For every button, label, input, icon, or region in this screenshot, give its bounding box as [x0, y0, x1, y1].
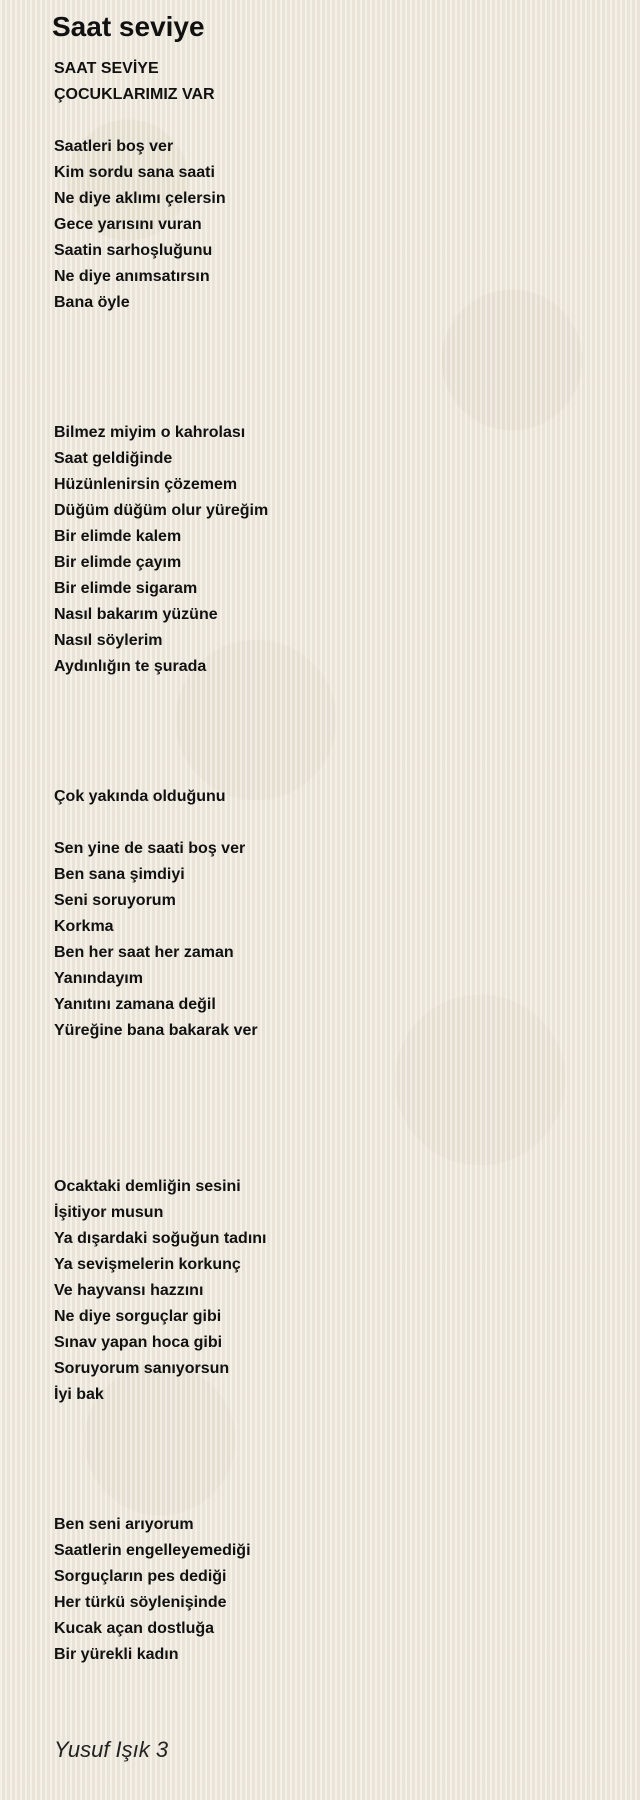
poem-line: Bir elimde kalem [54, 528, 182, 545]
poem-line: Gece yarısını vuran [54, 216, 202, 233]
page-title: Saat seviye [52, 11, 205, 42]
stanza-break [54, 1408, 612, 1434]
poem-line: Hüzünlenirsin çözemem [54, 476, 238, 493]
poem-line: Ne diye anımsatırsın [54, 268, 210, 285]
poem-line: Ve hayvansı hazzını [54, 1282, 204, 1299]
stanza-break [54, 108, 612, 134]
poem-line: Nasıl bakarım yüzüne [54, 606, 218, 623]
poem-line: Bir elimde sigaram [54, 580, 198, 597]
poem-line: Bana öyle [54, 294, 130, 311]
stanza-break [54, 394, 612, 420]
stanza-break [54, 1486, 612, 1512]
poem-line: Yanıtını zamana değil [54, 996, 216, 1013]
poem-line: Bir yürekli kadın [54, 1646, 179, 1663]
poem-line: Kim sordu sana saati [54, 164, 215, 181]
poem-line: Bilmez miyim o kahrolası [54, 424, 246, 441]
poem-line: Korkma [54, 918, 114, 935]
stanza-break [54, 1070, 612, 1096]
poem-line: Ne diye aklımı çelersin [54, 190, 226, 207]
stanza-break [54, 1044, 612, 1070]
poem-line: Her türkü söylenişinde [54, 1594, 227, 1611]
stanza-break [54, 706, 612, 732]
stanza-break [54, 732, 612, 758]
stanza-break [54, 368, 612, 394]
poem-line: Seni soruyorum [54, 892, 176, 909]
poem-line: Saatin sarhoşluğunu [54, 242, 213, 259]
poem-line: Ne diye sorguçlar gibi [54, 1308, 222, 1325]
poem-line: İyi bak [54, 1386, 104, 1403]
stanza-break [54, 1096, 612, 1122]
stanza-break [54, 680, 612, 706]
poem-line: İşitiyor musun [54, 1204, 164, 1221]
poem-line: Düğüm düğüm olur yüreğim [54, 502, 269, 519]
stanza-break [54, 342, 612, 368]
poem-line: Ben her saat her zaman [54, 944, 234, 961]
stanza-break [54, 758, 612, 784]
poem-line: Ya dışardaki soğuğun tadını [54, 1230, 267, 1247]
poem-line: Sınav yapan hoca gibi [54, 1334, 223, 1351]
poem-line: Bir elimde çayım [54, 554, 182, 571]
poem-line: Nasıl söylerim [54, 632, 163, 649]
author-name[interactable]: Yusuf Işık 3 [54, 1737, 169, 1762]
poem-line: Kucak açan dostluğa [54, 1620, 215, 1637]
poem-line: Saatleri boş ver [54, 138, 174, 155]
poem-line: Yanındayım [54, 970, 143, 987]
poem-container [52, 10, 612, 1668]
poem-line: Sorguçların pes dediği [54, 1568, 227, 1585]
poem-line: Çok yakında olduğunu [54, 788, 226, 805]
poem-line: Yüreğine bana bakarak ver [54, 1022, 258, 1039]
stanza-break [54, 1434, 612, 1460]
stanza-break [54, 316, 612, 342]
poem-line: Saatlerin engelleyemediği [54, 1542, 251, 1559]
poem-line: SAAT SEVİYE [54, 60, 159, 77]
stanza-break [54, 1148, 612, 1174]
poem-body [54, 56, 612, 1668]
poem-line: Soruyorum sanıyorsun [54, 1360, 230, 1377]
stanza-break [54, 1460, 612, 1486]
poem-line: Ocaktaki demliğin sesini [54, 1178, 241, 1195]
poem-line: Aydınlığın te şurada [54, 658, 207, 675]
poem-line: Sen yine de saati boş ver [54, 840, 246, 857]
poem-line: Ben sana şimdiyi [54, 866, 185, 883]
stanza-break [54, 1122, 612, 1148]
poem-line: Saat geldiğinde [54, 450, 173, 467]
poem-line: ÇOCUKLARIMIZ VAR [54, 86, 215, 103]
stanza-break [54, 810, 612, 836]
poem-line: Ben seni arıyorum [54, 1516, 194, 1533]
poem-line: Ya sevişmelerin korkunç [54, 1256, 241, 1273]
